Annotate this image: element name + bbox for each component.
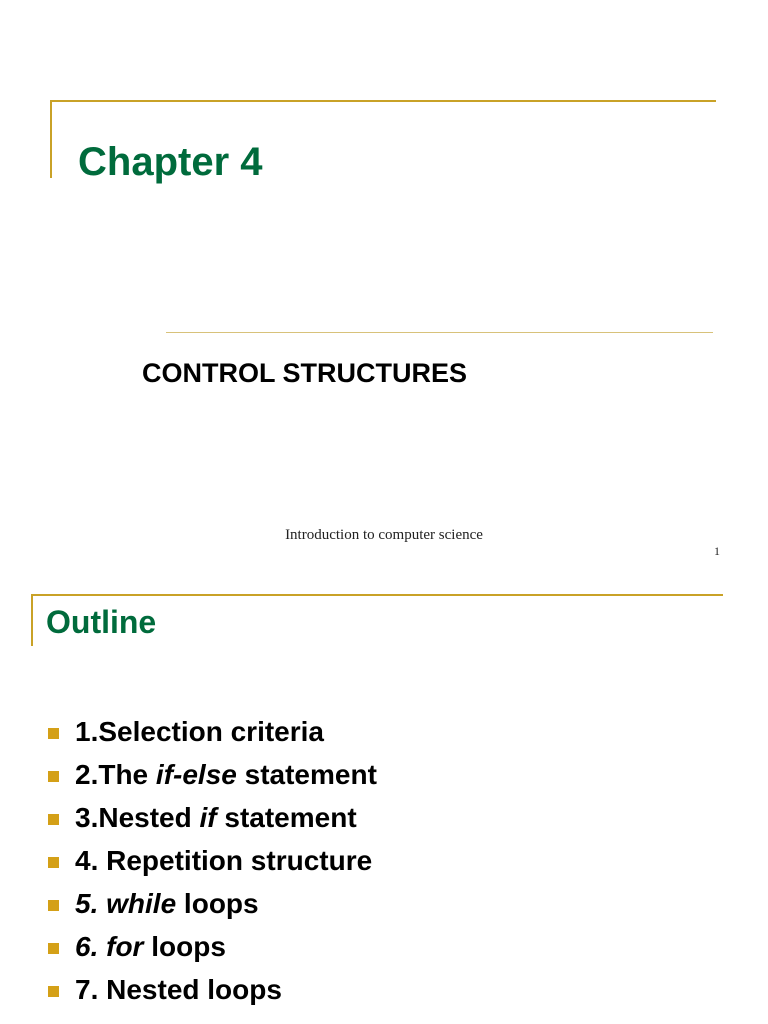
- outline-title: Outline: [46, 604, 157, 640]
- square-bullet-icon: [48, 900, 59, 911]
- slide-subtitle: CONTROL STRUCTURES: [142, 358, 468, 388]
- chapter-title: Chapter 4: [78, 140, 263, 184]
- list-item: 3.Nested if statement: [48, 800, 377, 843]
- outline-list: [48, 714, 377, 1015]
- list-item: 4. Repetition structure: [48, 843, 377, 886]
- square-bullet-icon: [48, 943, 59, 954]
- outline-slide: [0, 580, 768, 1024]
- list-item: 2.The if-else statement: [48, 757, 377, 800]
- slide-footer: Introduction to computer science: [285, 527, 483, 543]
- list-item: 7. Nested loops: [48, 972, 377, 1015]
- top-rule: [31, 594, 723, 596]
- list-item: 1.Selection criteria: [48, 714, 377, 757]
- left-rule: [31, 594, 33, 646]
- square-bullet-icon: [48, 857, 59, 868]
- top-rule: [50, 100, 716, 102]
- page-number: 1: [714, 544, 720, 558]
- list-item: 5. while loops: [48, 886, 377, 929]
- list-item: 6. for loops: [48, 929, 377, 972]
- square-bullet-icon: [48, 814, 59, 825]
- left-rule: [50, 100, 52, 178]
- subtitle-rule: [166, 332, 713, 333]
- square-bullet-icon: [48, 771, 59, 782]
- square-bullet-icon: [48, 728, 59, 739]
- square-bullet-icon: [48, 986, 59, 997]
